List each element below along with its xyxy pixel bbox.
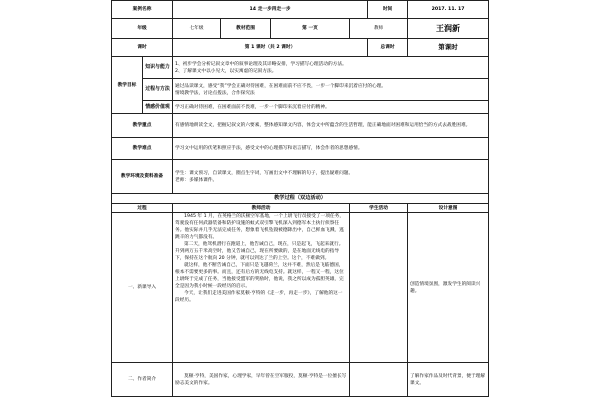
goal-process-text: 通过品读课文，感受“我”学会正确对待困难，在困难面前不应不畏，一步一个脚印来沉着应付的心理。 情境教学法，讨论点拨法，合作探究法 (173, 79, 489, 101)
period-value: 第 1 课时（共 2 课时） (173, 39, 368, 57)
step-author-design: 了解作家作品及时代背景，便于理解课文。 (408, 363, 489, 397)
student-activity-col-header: 学生活动 (350, 204, 408, 213)
scope-label: 教材范围 (221, 19, 271, 39)
grade-label: 年级 (112, 19, 173, 39)
focus-label: 教学重点 (112, 114, 173, 138)
goal-knowledge-label: 知识与能力 (143, 57, 173, 79)
intro-paragraph-2: 第二天，他驾机潜行在跑道上，他告诫自己，现在，只是起飞，飞起来就行。升到两万五千米高空时，他又告诫自己，现在所要做的，是在地面无线电的指导下，保持在这个航向 20 分钟，就可以到达了兰的上空。这个，不难做到。 (175, 242, 344, 261)
teacher-value: 王润新 (408, 19, 489, 39)
goal-knowledge-text: 1、初步学会分析记叙文章中的叙事论理及其详略安排，学习描写心理活动的方法。 2、了解课文中以小见大，以实寓虚的记叙方法。 (173, 57, 489, 79)
step-author-student (350, 363, 408, 397)
step-intro-student (350, 213, 408, 363)
time-label: 时间 (368, 1, 408, 19)
step-intro-label: 一、新课导入 (112, 213, 173, 363)
total-period-value: 第课时 (408, 39, 489, 57)
teacher-activity-col-header: 教师活动 (173, 204, 350, 213)
lesson-plan-sheet (111, 0, 488, 400)
difficulty-label: 教学难点 (112, 138, 173, 160)
goal-values-text: 学习正确对待困难，在困难面前不畏难，一步一个脚印来沉着应付的精神。 (173, 101, 489, 114)
total-period-label: 总课时 (368, 39, 408, 57)
process-col-header: 过程 (112, 204, 173, 213)
intro-paragraph-1: 1945 年 1 月，在英格兰的沃顿空军基地，一个上尉飞行员接受了一项任务，驾驶没有任何武器装备和防护设施的蚊式双引擎飞机深入到德军本土执行侦察任务。他实际并几乎无法完成任务，想象着飞机坠毁被德降出中，自己鲜血飞溅，逃跳辛的力气都没有。 (175, 214, 345, 240)
focus-text: 有感情地朗读全文，把握记叙文的六要素，整体感知课文内容，体会文中所蕴含的生活哲理，能正确地面对困难和运用恰当的方式去战胜困难。 (173, 114, 489, 138)
case-name-value: 14 走一步再走一步 (173, 1, 368, 19)
teacher-label: 教师 (350, 19, 408, 39)
process-title: 教学过程（双边活动） (112, 194, 489, 204)
goals-label: 教学目标 (112, 57, 143, 114)
intro-paragraph-4: 今天，让我们走进美国作家莫顿·亨特的《走一步，再走一步》，了解他的这一段经历。 (175, 291, 343, 303)
environment-label: 教学环境及资料准备 (112, 160, 173, 194)
time-value: 2017. 11. 17 (408, 1, 489, 19)
case-name-label: 案例名称 (112, 1, 173, 19)
intro-paragraph-3: 就这样，他不断告诫自己，下面只是飞越荷兰，这并不难，然后是飞临德国，根本不需要更多的事。而且，还有后方的无线电支持。就这样，一程又一程，这位上尉终于完成了任务，当他接受盟军的奖励时，他说，我之所以成为孤胆英雄，完全是因为我小时候一段经历的启示。 (175, 263, 344, 289)
step-intro-teacher (173, 213, 350, 363)
lesson-plan-table (111, 0, 489, 397)
step-author-label: 二、作者简介 (112, 363, 173, 397)
environment-text: 学生：课文预习，自读课文，圈点生字词，写画出文中不理解的句子，提出疑难问题。 老师：多媒体课件。 (173, 160, 489, 194)
period-label: 课时 (112, 39, 173, 57)
goal-process-label: 过程与方法 (143, 79, 173, 101)
step-author-teacher: 莫顿·亨特，美国作家，心理学家，早年曾在空军服役，莫顿·亨特是一位擅长写励志美文的作家。 (173, 363, 350, 397)
grade-value: 七年级 (173, 19, 221, 39)
difficulty-text: 学习文中运用的伏笔和照应手法，感受文中的心理描写和语言描写，体会作者的思想感情。 (173, 138, 489, 160)
goal-values-label: 情感价值观 (143, 101, 173, 114)
scope-value: 第 一页 (271, 19, 350, 39)
step-intro-design: 创造情境氛围，激发学生的阅读兴趣。 (408, 213, 489, 363)
design-intent-col-header: 设计意图 (408, 204, 489, 213)
